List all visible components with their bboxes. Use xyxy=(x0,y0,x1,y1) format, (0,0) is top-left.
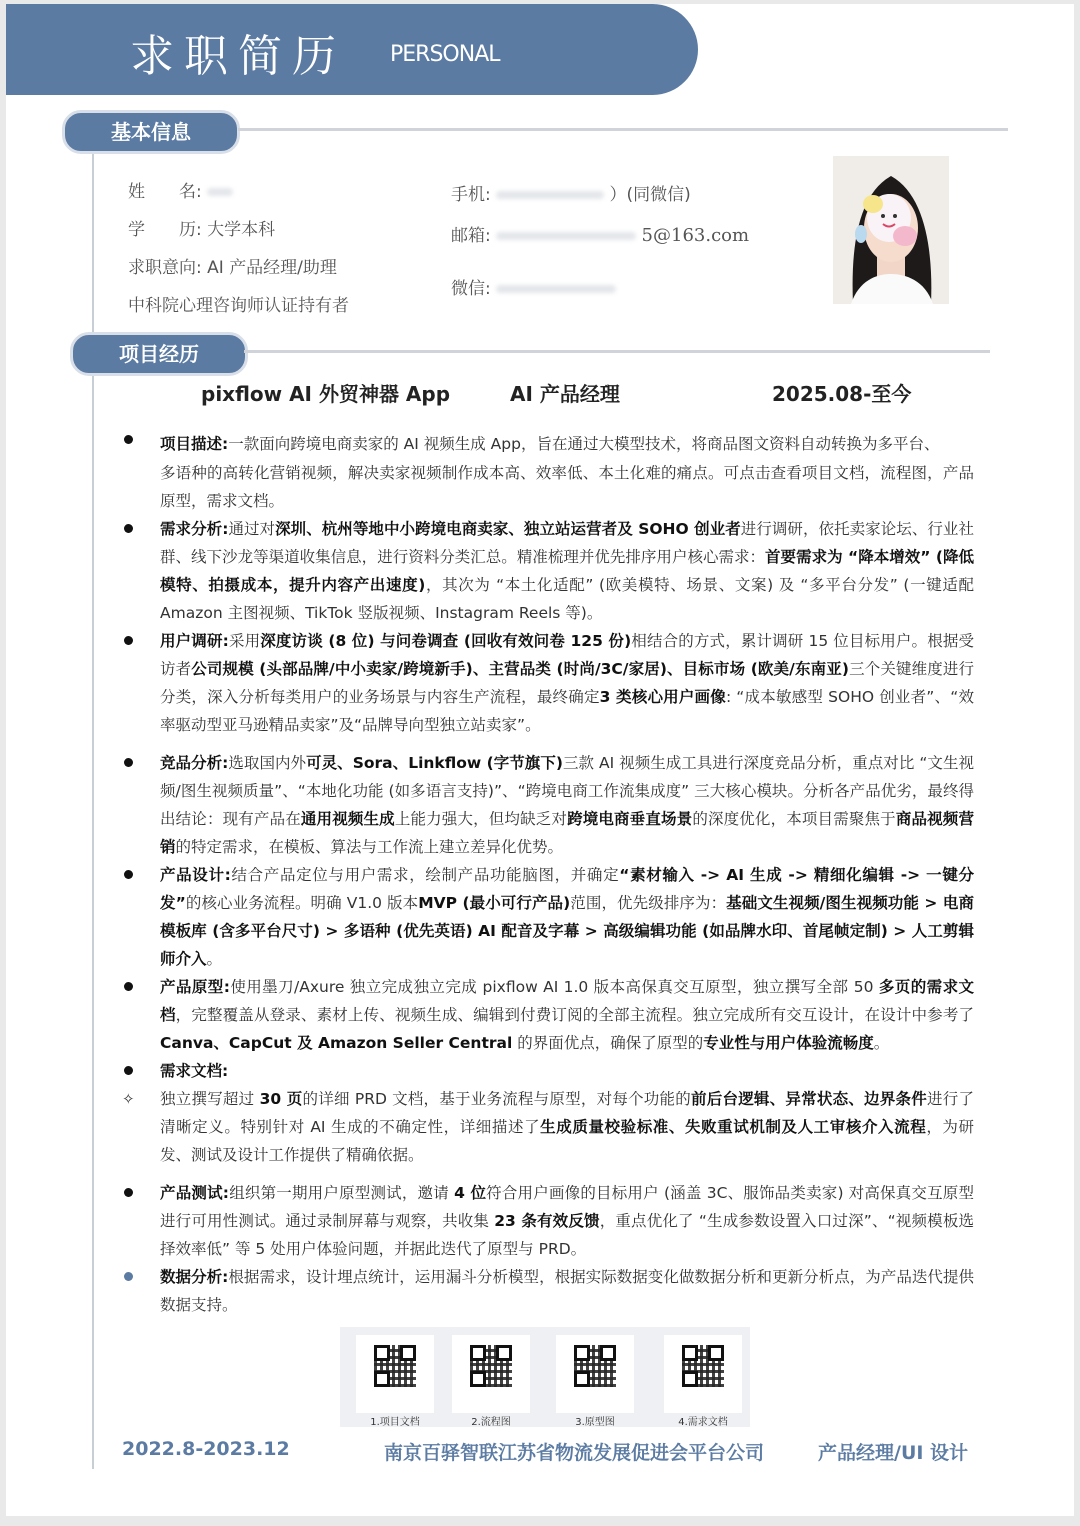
phone-label: 手机: xyxy=(451,185,491,205)
bullet-user-research: 用户调研:采用深度访谈 (8 位) 与问卷调查 (回收有效问卷 125 份)相结合的方式，累计调研 15 位目标用户。根据受访者公司规模 (头部品牌/中小卖家/跨境新手)、主营品类 (时尚/3C/家居)、目标市场 (欧美/东南亚)三个关键维度进行分类，深入分析每类用户的业务场景与内容生产流程，最终确定3 类核心用户画像: “成本敏感型 SOHO 创业者”、“效率驱动型亚马逊精品卖家”及“品牌导向型独立站卖家”。 xyxy=(118,627,974,739)
qr-project-doc[interactable] xyxy=(356,1335,434,1413)
project-role: AI 产品经理 xyxy=(510,382,620,406)
phone-note: ）(同微信) xyxy=(609,185,691,205)
header-banner xyxy=(6,4,698,95)
phone-redacted xyxy=(496,191,604,199)
name-label: 姓 名: xyxy=(128,182,202,202)
bullet-prd-detail: ✧ 独立撰写超过 30 页的详细 PRD 文档，基于业务流程与原型，对每个功能的前后台逻辑、异常状态、边界条件进行了清晰定义。特别针对 AI 生成的不确定性，详细描述了生成质量校验标准、失败重试机制及人工审核介入流程，为研发、测试及设计工作提供了精确依据。 xyxy=(118,1085,974,1169)
phone-row xyxy=(451,180,691,205)
wechat-row xyxy=(451,274,616,299)
bullet-product-testing: 产品测试:组织第一期用户原型测试，邀请 4 位符合用户画像的目标用户 (涵盖 3C、服饰品类卖家) 对高保真交互原型进行可用性测试。通过录制屏幕与观察，共收集 23 条有效反馈，重点优化了 “生成参数设置入口过深”、“视频模板选择效率低” 等 5 处用户体验问题，并据此迭代了原型与 PRD。 xyxy=(118,1179,974,1263)
section-tab-project: 项目经历 xyxy=(70,332,248,376)
bullet-data-analysis: 数据分析:根据需求，设计埋点统计，运用漏斗分析模型，根据实际数据变化做数据分析和更新分析点，为产品迭代提供数据支持。 xyxy=(118,1263,974,1319)
education-label: 学 历: xyxy=(128,220,202,240)
profile-photo xyxy=(833,156,949,304)
intent-row xyxy=(128,253,337,278)
qr-label: 1.项目文档 xyxy=(370,1417,420,1428)
name-redacted xyxy=(207,188,233,196)
email-redacted xyxy=(496,232,636,240)
bullet-competitor-analysis: 竞品分析:选取国内外可灵、Sora、Linkflow (字节旗下)三款 AI 视频生成工具进行深度竞品分析，重点对比 “文生视频/图生视频质量”、“本地化功能 (如多语言支持)”、“跨境电商工作流集成度” 三大核心模块。分析各产品优劣，最终得出结论：现有产品在通用视频生成上能力强大，但均缺乏对跨境电商垂直场景的深度优化，本项目需聚焦于商品视频营销的特定需求，在模板、算法与工作流上建立差异化优势。 xyxy=(118,749,974,861)
email-domain: 5@163.com xyxy=(641,225,750,246)
intent-value: AI 产品经理/助理 xyxy=(207,258,337,278)
resume-page xyxy=(6,4,1074,1516)
qr-requirement-doc[interactable] xyxy=(664,1335,742,1413)
bullet-requirement-analysis: 需求分析:通过对深圳、杭州等地中小跨境电商卖家、独立站运营者及 SOHO 创业者进行调研，依托卖家论坛、行业社群、线下沙龙等渠道收集信息，进行资料分类汇总。精准梳理并优先排序用户核心需求：首要需求为 “降本增效” (降低模特、拍摄成本，提升内容产出速度)，其次为 “本土化适配” (欧美模特、场景、文案) 及 “多平台分发” (一键适配 Amazon 主图视频、TikTok 竖版视频、Instagram Reels 等)。 xyxy=(118,515,974,627)
sparkle-icon: ✧ xyxy=(122,1090,135,1108)
qr-label: 4.需求文档 xyxy=(678,1417,728,1428)
bullet-prototype: 产品原型:使用墨刀/Axure 独立完成独立完成 pixflow AI 1.0 版本高保真交互原型，独立撰写全部 50 多页的需求文档，完整覆盖从登录、素材上传、视频生成、编辑到付费订阅的全部主流程。独立完成所有交互设计，在设计中参考了 Canva、CapCut 及 Amazon Seller Central 的界面优点，确保了原型的专业性与用户体验流畅度。 xyxy=(118,973,974,1057)
section-divider xyxy=(244,350,990,353)
qr-flowchart[interactable] xyxy=(452,1335,530,1413)
project-name: pixflow AI 外贸神器 App xyxy=(201,382,451,406)
profile-photo-art xyxy=(833,156,949,304)
section-tab-basic: 基本信息 xyxy=(62,110,240,154)
qr-label: 3.原型图 xyxy=(575,1417,615,1428)
education-value: 大学本科 xyxy=(207,220,276,240)
intent-label: 求职意向: xyxy=(128,258,202,278)
wechat-label: 微信: xyxy=(451,279,491,299)
project-bullets xyxy=(118,424,974,1319)
qr-prototype[interactable] xyxy=(556,1335,634,1413)
bullet-prd: 需求文档: xyxy=(118,1057,974,1085)
bullet-description: 项目描述:一款面向跨境电商卖家的 AI 视频生成 App，旨在通过大模型技术，将商品图文资料自动转换为多平台、 多语种的高转化营销视频，解决卖家视频制作成本高、效率低、本土化难的痛点。可点击查看项目文档，流程图，产品原型，需求文档。 xyxy=(118,424,974,515)
bullet-product-design: 产品设计:结合产品定位与用户需求，绘制产品功能脑图，并确定“素材输入 -> AI 生成 -> 精细化编辑 -> 一键分发”的核心业务流程。明确 V1.0 版本MVP (最小可行产品)范围，优先级排序为：基础文生视频/图生视频功能 > 电商模板库 (含多平台尺寸) > 多语种 (优先英语) AI 配音及字幕 > 高级编辑功能 (如品牌水印、首尾帧定制) > 人工剪辑师介入。 xyxy=(118,861,974,973)
email-label: 邮箱: xyxy=(451,226,491,246)
company-name: 南京百驿智联江苏省物流发展促进会平台公司 xyxy=(384,1442,765,1464)
resume-title: 求职简历 xyxy=(130,31,346,82)
job-role: 产品经理/UI 设计 xyxy=(818,1442,969,1464)
resume-subtitle: PERSONAL xyxy=(390,42,500,67)
section-divider xyxy=(238,128,1008,131)
job-period: 2022.8-2023.12 xyxy=(122,1438,290,1460)
education-row xyxy=(128,215,275,240)
project-period: 2025.08-至今 xyxy=(772,382,912,406)
wechat-redacted xyxy=(496,285,616,293)
qr-code-strip xyxy=(340,1327,750,1427)
qr-label: 2.流程图 xyxy=(471,1417,511,1428)
certification: 中科院心理咨询师认证持有者 xyxy=(128,296,349,316)
name-row xyxy=(128,177,233,202)
email-row xyxy=(451,221,749,246)
